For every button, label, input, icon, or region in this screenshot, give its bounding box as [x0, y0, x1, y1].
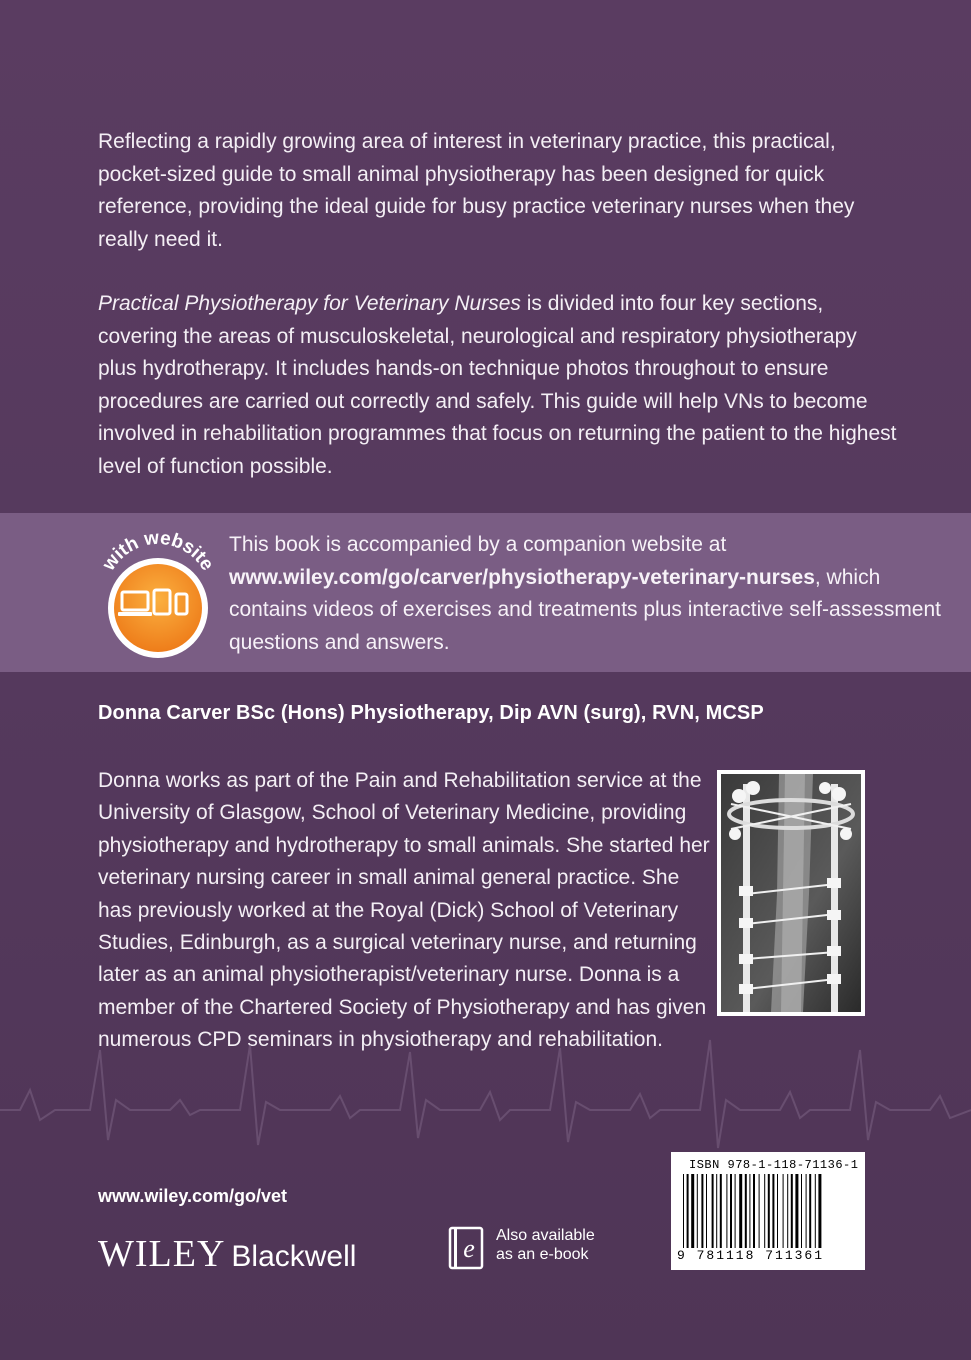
publisher-logo: [98, 1232, 356, 1276]
author-heading: Donna Carver BSc (Hons) Physiotherapy, Dip AVN (surg), RVN, MCSP: [98, 702, 764, 724]
website-badge-icon: [92, 530, 222, 660]
website-outro: , which contains videos of exercises and treatments plus interactive self-assessment questions and answers.: [229, 565, 942, 654]
ebook-availability: [496, 1226, 595, 1264]
author-bio: Donna works as part of the Pain and Rehabilitation service at the University of Glasgow, School of Veterinary Medicine, providing physiotherapy and hydrotherapy to small animals. She started her veterinary nursing career in small animal general practice. She has previously worked at the Royal (Dick) School of Veterinary Studies, Edinburgh, as a surgical veterinary nurse, and returning later as an animal physiotherapist/veterinary nurse. Donna is a member of the Chartered Society of Physiotherapy and has given numerous CPD seminars in physiotherapy and rehabilitation.: [98, 769, 710, 1052]
badge-text: with website: [98, 530, 218, 575]
ebook-line-1: Also available: [496, 1227, 595, 1244]
barcode: [671, 1152, 865, 1270]
barcode-digits: 9 781118 711361: [677, 1248, 859, 1263]
description-paragraph-2: [98, 288, 898, 483]
companion-website-link[interactable]: www.wiley.com/go/carver/physiotherapy-veterinary-nurses: [229, 565, 815, 589]
companion-website-text: [229, 529, 949, 659]
book-title: Practical Physiotherapy for Veterinary Nurses: [98, 292, 521, 315]
description-paragraph-1: Reflecting a rapidly growing area of interest in veterinary practice, this practical, pocket-sized guide to small animal physiotherapy has been designed for quick reference, providing the ideal guide for busy practice veterinary nurses when they really need it.: [98, 130, 855, 251]
isbn-label: ISBN 978-1-118-71136-1: [689, 1158, 859, 1172]
wiley-wordmark: WILEY: [98, 1233, 226, 1275]
website-intro: This book is accompanied by a companion website at: [229, 533, 727, 556]
wiley-vet-link[interactable]: www.wiley.com/go/vet: [98, 1186, 288, 1206]
xray-image: [717, 770, 865, 1016]
ebook-line-2: as an e-book: [496, 1246, 589, 1263]
blackwell-wordmark: Blackwell: [231, 1240, 357, 1273]
svg-text:e: e: [463, 1234, 475, 1263]
ecg-background-line: [0, 1030, 971, 1170]
description-paragraph-2-text: is divided into four key sections, covering the areas of musculoskeletal, neurological and respiratory physiotherapy plus hydrotherapy. It includes hands-on technique photos throughout to ensure procedures are carried out correctly and safely. This guide will help VNs to become involved in rehabilitation programmes that focus on returning the patient to the highest level of function possible.: [98, 292, 897, 478]
ebook-icon: [448, 1226, 486, 1270]
barcode-bars: [683, 1174, 853, 1258]
